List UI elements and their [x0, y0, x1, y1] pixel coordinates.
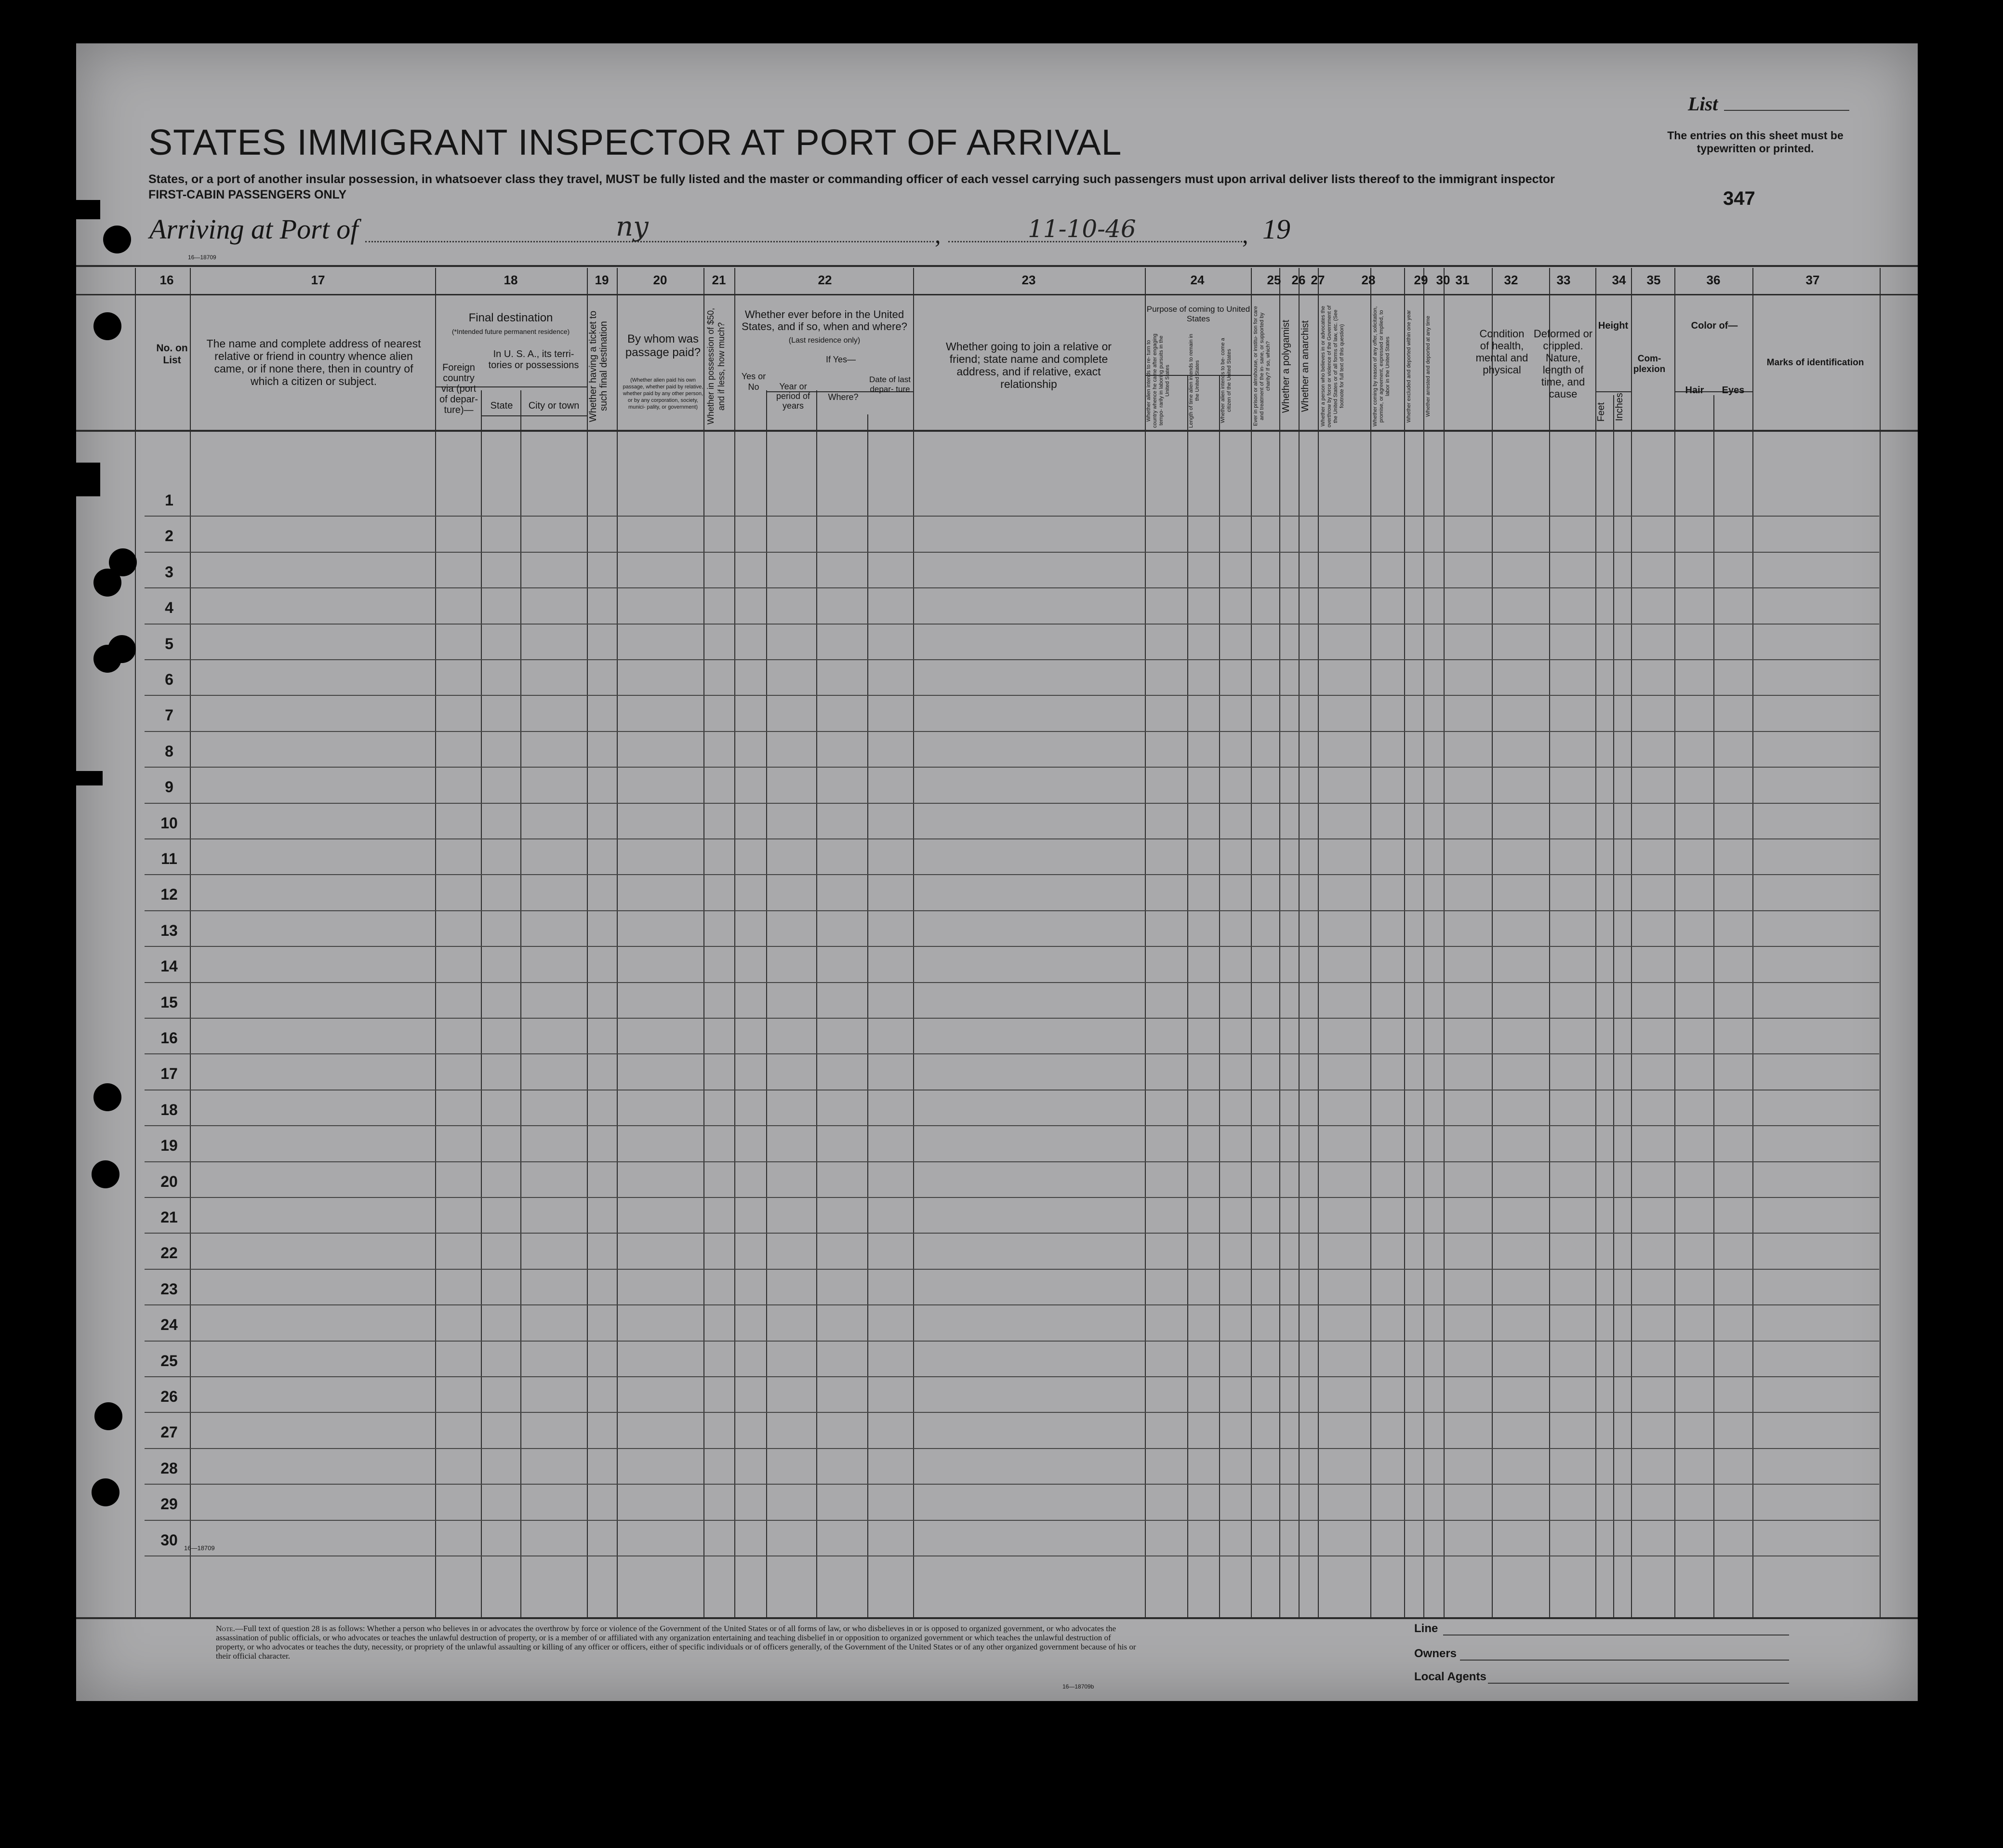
header-prison: Ever in prison or almshouse, or institu- tion for care and treatment of the in- sane, or supported by charity? If so, which? — [1253, 306, 1271, 426]
col-number: 29 — [1414, 273, 1428, 287]
col-line — [617, 268, 618, 1618]
col-number: 32 — [1504, 273, 1518, 287]
footnote-form-number: 16—18709b — [1062, 1683, 1094, 1690]
punch-hole — [93, 312, 121, 340]
row-number: 16 — [160, 1029, 178, 1047]
row-number: 17 — [160, 1065, 178, 1082]
row-number: 14 — [160, 957, 178, 975]
subcol-line — [1219, 376, 1220, 1618]
subcol-line — [766, 390, 767, 1618]
signature-owners-rule — [1460, 1660, 1789, 1661]
row-rule — [145, 1161, 1879, 1162]
col-line — [1880, 268, 1881, 1618]
row-number: 4 — [165, 599, 173, 616]
header-height: Height — [1598, 320, 1629, 331]
row-rule — [145, 982, 1879, 983]
row-number: 6 — [165, 671, 173, 688]
table-bottom-rule — [76, 1617, 1918, 1619]
col-line — [1318, 268, 1319, 1618]
col-line — [1595, 268, 1596, 1618]
row-number: 22 — [160, 1244, 178, 1262]
header-top-rule — [76, 294, 1918, 295]
col-line — [1631, 268, 1632, 1618]
col-line — [435, 268, 436, 1618]
header-going-to-join: Whether going to join a relative or friend; state name and complete address, and if relative, exact relationship — [946, 340, 1112, 390]
col-number: 23 — [1021, 273, 1036, 287]
passenger-class: FIRST-CABIN PASSENGERS ONLY — [148, 188, 347, 201]
col-line — [587, 268, 588, 1618]
row-number: 19 — [160, 1137, 178, 1154]
row-number: 20 — [160, 1173, 178, 1190]
row-rule — [145, 874, 1879, 875]
subcol-line — [816, 390, 817, 1618]
form-number-top: 16—18709 — [188, 254, 216, 261]
header-deformed: Deformed or crippled. Nature, length of time, and cause — [1533, 328, 1593, 400]
port-line — [365, 241, 934, 242]
col-number: 25 — [1267, 273, 1281, 287]
col-line — [1752, 268, 1753, 1618]
header-nearest-relative: The name and complete address of nearest relative or friend in country whence alien came, or if none there, then in country of which a citizen or subject. — [206, 337, 421, 387]
row-number: 21 — [160, 1209, 178, 1226]
row-number: 8 — [165, 743, 173, 760]
table-top-rule — [76, 265, 1918, 267]
header-no-on-list: No. on List — [156, 343, 188, 366]
header-marks-identification: Marks of identification — [1766, 358, 1864, 368]
punch-hole — [92, 1160, 119, 1188]
header-passage-paid: By whom was passage paid? — [625, 332, 701, 359]
header-final-destination-note: (*Intended future permanent residence) — [451, 328, 570, 335]
header-purpose-length: Length of time alien intends to remain in the United States — [1188, 333, 1200, 428]
subcol-line — [1613, 395, 1614, 1618]
header-ticket: Whether having a ticket to such final destination — [588, 310, 609, 422]
row-rule — [145, 731, 1879, 732]
col-number: 35 — [1646, 273, 1661, 287]
col-line — [1492, 268, 1493, 1618]
footnote-text: —Full text of question 28 is as follows: Whether a person who believes in or advocates the overthrow by force or violence of the Government of the United States or of all forms of law, or who disbelieves in or is opposed to organized government, or who advocates the assassination of public officials, or who advocates or teaches the unlawful destruction of property, or is a member of or affiliated with any organization entertaining and teaching disbelief in or opposition to organized government or which teaches the unlawful destruction of property, or who advocates or teaches the duty, necessity, or propriety of the unlawful assaulting or killing of any officer or officers, either of specific individuals or of officers generally, of the Government of the United States or of any other organized government because of his or their official character. — [216, 1624, 1136, 1661]
page-number: 347 — [1723, 188, 1755, 209]
header-purpose: Purpose of coming to United States — [1146, 305, 1250, 323]
col-line — [1251, 268, 1252, 1618]
col-line — [913, 268, 914, 1618]
row-rule — [145, 1197, 1879, 1198]
header-complexion: Com- plexion — [1633, 354, 1666, 374]
row-number: 24 — [160, 1316, 178, 1333]
col-number: 26 — [1291, 273, 1306, 287]
col-line — [1423, 268, 1424, 1618]
row-rule — [145, 1233, 1879, 1234]
row-rule — [145, 1412, 1879, 1413]
row-rule — [145, 552, 1879, 553]
punch-hole — [94, 1402, 122, 1430]
row-rule — [145, 624, 1879, 625]
row-rule — [145, 1376, 1879, 1377]
manifest-sheet — [76, 43, 1918, 1701]
row-number: 25 — [160, 1352, 178, 1369]
list-number-line — [1724, 110, 1849, 111]
row-rule — [145, 1484, 1879, 1485]
footnote — [216, 1624, 1136, 1661]
header-last-residence: (Last residence only) — [788, 336, 861, 345]
row-number: 2 — [165, 527, 173, 545]
row-number: 15 — [160, 994, 178, 1011]
row-rule — [145, 516, 1879, 517]
col-line — [703, 268, 704, 1618]
header-ever-before: Whether ever before in the United States, and if so, when and where? — [742, 308, 907, 332]
row-number: 13 — [160, 922, 178, 939]
col-line — [1674, 268, 1675, 1618]
col-number: 27 — [1311, 273, 1325, 287]
subcol-line — [1713, 395, 1714, 1618]
col-number: 37 — [1805, 273, 1820, 287]
date-handwritten: 11-10-46 — [1028, 215, 1136, 243]
header-anarchist: Whether an anarchist — [1300, 320, 1311, 412]
instructions-text: States, or a port of another insular possession, in whatsoever class they travel, MUST be fully listed and the master or commanding officer of each vessel carrying such passengers must upon arrival deliver lists thereof to the immigrant inspector — [148, 173, 1555, 186]
header-excluded: Whether excluded and deported within one year — [1406, 310, 1412, 423]
row-number: 26 — [160, 1388, 178, 1405]
row-rule — [145, 587, 1879, 588]
subcol-line — [867, 414, 868, 1618]
header-in-usa: In U. S. A., its terri- tories or possessions — [488, 349, 579, 371]
header-inches: Inches — [1614, 393, 1625, 422]
row-rule — [145, 946, 1879, 947]
header-hair: Hair — [1685, 385, 1704, 396]
col-line — [734, 268, 735, 1618]
footnote-label: Note. — [216, 1624, 235, 1633]
header-color-of: Color of— — [1691, 320, 1738, 331]
row-rule — [145, 659, 1879, 660]
col-number: 36 — [1706, 273, 1721, 287]
col-number: 31 — [1455, 273, 1470, 287]
col-line — [1549, 268, 1550, 1618]
header-question-28: Whether a person who believes in or advocates the overthrow by force or violence of the Government of the United States or of all forms of law, etc. (See footnote for full text of this question) — [1320, 305, 1345, 427]
col-number: 33 — [1556, 273, 1571, 287]
comma-2: , — [1242, 221, 1248, 248]
row-rule — [145, 767, 1879, 768]
row-number: 9 — [165, 778, 173, 796]
col-number: 30 — [1436, 273, 1450, 287]
binding-tab — [76, 200, 100, 219]
row-number: 12 — [160, 886, 178, 903]
row-rule — [145, 1520, 1879, 1521]
row-number: 23 — [160, 1280, 178, 1298]
comma-1: , — [935, 221, 941, 248]
col-number: 19 — [595, 273, 609, 287]
punch-hole — [93, 645, 121, 673]
col-line — [1145, 268, 1146, 1618]
col-line — [1444, 268, 1445, 1618]
row-rule — [145, 695, 1879, 696]
header-polygamist: Whether a polygamist — [1281, 319, 1291, 413]
row-rule — [145, 1053, 1879, 1054]
header-where: Where? — [828, 392, 859, 402]
typewritten-note: The entries on this sheet must be typewritten or printed. — [1667, 129, 1844, 155]
row-number: 28 — [160, 1460, 178, 1477]
col-number: 17 — [311, 273, 325, 287]
form-number-bottom: 16—18709 — [184, 1544, 215, 1552]
col-number: 28 — [1361, 273, 1376, 287]
row-rule — [145, 1125, 1879, 1126]
subcol-line — [1187, 376, 1188, 1618]
page-title: STATES IMMIGRANT INSPECTOR AT PORT OF ARRIVAL — [148, 122, 1122, 162]
binding-tab — [76, 463, 100, 496]
header-bottom-rule — [76, 430, 1918, 432]
row-number: 7 — [165, 706, 173, 724]
col-number: 21 — [712, 273, 726, 287]
row-number: 18 — [160, 1101, 178, 1118]
header-final-destination: Final destination — [468, 311, 553, 324]
header-if-yes: If Yes— — [825, 355, 856, 364]
col-number: 20 — [653, 273, 667, 287]
subcol-line — [520, 390, 521, 1618]
punch-hole — [93, 1083, 121, 1111]
row-number: 3 — [165, 563, 173, 581]
punch-hole — [92, 1478, 119, 1506]
col-number: 16 — [159, 273, 174, 287]
header-year-period: Year or period of years — [776, 382, 810, 411]
punch-hole — [103, 226, 131, 253]
header-arrested: Whether arrested and deported at any time — [1425, 316, 1431, 417]
col-line — [1404, 268, 1405, 1618]
header-eyes: Eyes — [1722, 385, 1745, 396]
header-possession-50: Whether in possession of $50, and if less, how much? — [706, 307, 726, 425]
col-line — [1279, 268, 1280, 1618]
col-number: 34 — [1612, 273, 1626, 287]
arriving-label: Arriving at Port of — [149, 213, 358, 245]
row-number: 29 — [160, 1495, 178, 1513]
col-number: 24 — [1190, 273, 1205, 287]
row-number: 27 — [160, 1423, 178, 1441]
header-foreign-country: Foreign country via (port of depar- ture)— — [439, 362, 478, 415]
header-state: State — [490, 400, 513, 411]
header-yes-no: Yes or No — [741, 372, 766, 392]
header-date-last-departure: Date of last depar- ture — [869, 375, 911, 394]
header-passage-paid-note: (Whether alien paid his own passage, whether paid by relative, whether paid by any other person, or by any corporation, society, munici- pality, or government) — [623, 377, 703, 410]
header-city: City or town — [528, 400, 580, 411]
row-rule — [145, 1304, 1879, 1305]
row-number: 1 — [165, 492, 173, 509]
row-rule — [145, 1018, 1879, 1019]
row-rule — [145, 1448, 1879, 1449]
signature-agents-label: Local Agents — [1414, 1670, 1486, 1683]
row-number: 30 — [160, 1531, 178, 1549]
header-sub-rule — [481, 415, 587, 416]
row-number: 11 — [161, 850, 177, 867]
row-rule — [145, 910, 1879, 911]
header-condition-health: Condition of health, mental and physical — [1475, 328, 1528, 376]
row-rule — [145, 1341, 1879, 1342]
header-purpose-return: Whether alien intends to re- turn to country whence he came after engaging tempo- rarily in laboring pursuits in the United States — [1146, 333, 1170, 428]
year-prefix: 19 — [1262, 213, 1290, 245]
col-line — [1370, 268, 1371, 1618]
col-line — [190, 268, 191, 1618]
punch-hole — [93, 569, 121, 597]
row-number: 5 — [165, 635, 173, 652]
col-number: 22 — [818, 273, 832, 287]
col-line — [135, 268, 136, 1618]
signature-owners-label: Owners — [1414, 1647, 1457, 1660]
binding-tab — [76, 771, 103, 785]
header-feet: Feet — [1596, 402, 1606, 422]
list-label: List — [1688, 93, 1718, 115]
port-handwritten: ny — [616, 211, 649, 242]
signature-agents-rule — [1488, 1683, 1789, 1684]
row-rule — [145, 1269, 1879, 1270]
row-number: 10 — [160, 814, 178, 832]
signature-line-label: Line — [1414, 1622, 1438, 1635]
col-number: 18 — [504, 273, 518, 287]
header-purpose-citizen: Whether alien intends to be- come a citizen of the United States — [1220, 338, 1232, 424]
subcol-line — [481, 390, 482, 1618]
header-labor-offer: Whether coming by reason of any offer, solicitation, promise, or agreement, expressed or implied, to labor in the United States — [1372, 306, 1391, 426]
row-rule — [145, 803, 1879, 804]
col-line — [1299, 268, 1300, 1618]
row-rule — [145, 838, 1879, 839]
